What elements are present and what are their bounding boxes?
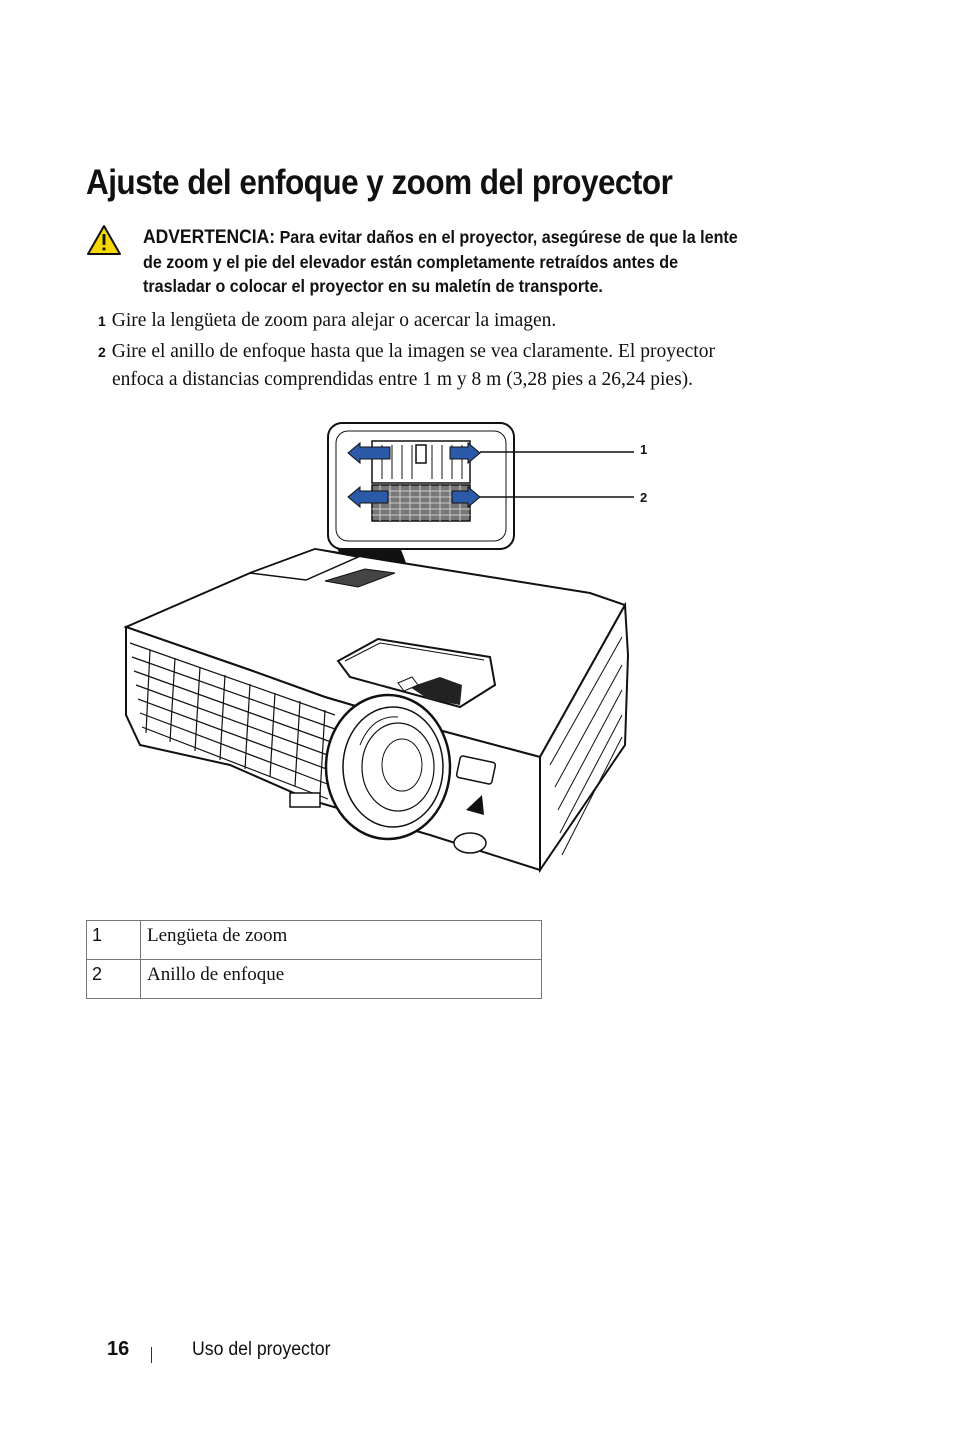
step-2	[98, 341, 715, 363]
legend-table	[86, 920, 542, 999]
step-number: 2	[98, 344, 106, 360]
table-row	[87, 960, 542, 999]
legend-number: 2	[87, 960, 141, 999]
warning-text-3: trasladar o colocar el proyector en su maletín de transporte.	[143, 276, 603, 296]
warning-text-1: Para evitar daños en el proyector, asegúrese de que la lente	[279, 227, 738, 247]
warning-triangle-icon	[86, 224, 122, 256]
legend-label: Lengüeta de zoom	[141, 921, 542, 960]
warning-text-2: de zoom y el pie del elevador están completamente retraídos antes de	[143, 252, 679, 272]
projector-illustration	[110, 415, 660, 885]
step-text: Gire el anillo de enfoque hasta que la imagen se vea claramente. El proyector	[111, 341, 715, 362]
legend-number: 1	[87, 921, 141, 960]
table-row	[87, 921, 542, 960]
warning-label: ADVERTENCIA:	[143, 227, 276, 248]
page-title: Ajuste del enfoque y zoom del proyector	[86, 163, 673, 202]
step-number: 1	[98, 313, 106, 329]
page-number: 16	[107, 1338, 130, 1360]
step-1	[98, 310, 556, 332]
step-text: Gire la lengüeta de zoom para alejar o acercar la imagen.	[111, 310, 557, 331]
footer-section-title: Uso del proyector	[192, 1339, 331, 1360]
legend-label: Anillo de enfoque	[141, 960, 542, 999]
callout-label-1: 1	[640, 442, 648, 457]
warning-line-1	[143, 227, 738, 249]
footer-divider	[151, 1347, 152, 1363]
callout-label-2: 2	[640, 490, 648, 505]
step-2-continuation: enfoca a distancias comprendidas entre 1 m y 8 m (3,28 pies a 26,24 pies).	[112, 369, 694, 390]
